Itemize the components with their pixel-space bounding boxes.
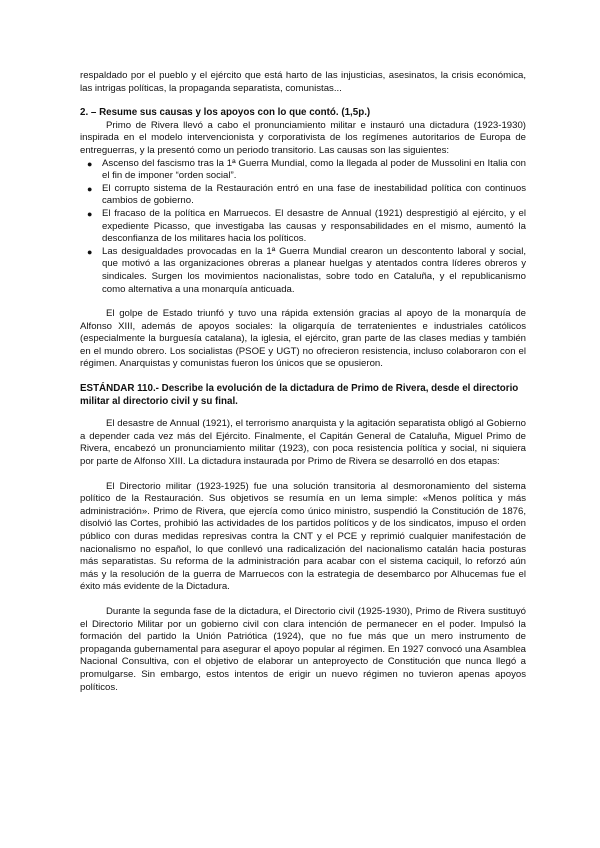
list-item xyxy=(87,207,526,246)
standard-110-paragraph-3: Durante la segunda fase de la dictadura, el Directorio civil (1925-1930), Primo de Rivera sustituyó el Directorio Militar por un gobierno civil con clara intención de permanecer en el poder. Impulsó la formación del partido la Unión Patriótica (1924), que no fue más que un mero instrumento de propaganda gubernamental para asegurar el apoyo popular al régimen. En 1927 convocó una Asamblea Nacional Consultiva, con el objetivo de elaborar un anteproyecto de Constitución que nunca llegó a promulgarse. Sin embargo, estos intentos de erigir un nuevo régimen no tuvieron apenas apoyos políticos. xyxy=(80,605,526,693)
section-2-heading: 2. – Resume sus causas y los apoyos con lo que contó. (1,5p.) xyxy=(80,107,371,119)
list-item xyxy=(87,182,526,208)
causes-list xyxy=(80,158,526,297)
bullet-icon: ● xyxy=(87,208,93,219)
standard-110-paragraph-2: El Directorio militar (1923-1925) fue una solución transitoria al desmoronamiento del sistema político de la Restauración. Sus objetivos se resumía en un lema simple: «Menos política y más administración». Primo de Rivera, que ejercía como único ministro, suspendió la Constitución de 1876, disolvió las Cortes, prohibió las actividades de los partidos políticos y de los sindicatos, impuso el orden público con duras medidas represivas contra la CNT y el PCE y reprimió cualquier manifestación de nacionalismo no español, lo que conllevó una radicalización del nacionalismo catalán hacia posturas más separatistas. Su reforma de la administración para acabar con el sistema caciquil, lo reforzó aún más y la resolución de la guerra de Marruecos con la estrategia de desembarco por Alhucemas fue el éxito más evidente de la Dictadura. xyxy=(80,480,526,593)
cause-text: Las desigualdades provocadas en la 1ª Guerra Mundial crearon un descontento laboral y social, que motivó a las organizaciones obreras a planear huelgas y atentados contra líderes obreros y sindicales. Surgen los movimientos nacionalistas, sobre todo en Cataluña, y el republicanismo como alternativa a una monarquía anticuada. xyxy=(102,245,526,295)
standard-110-heading: ESTÁNDAR 110.- Describe la evolución de la dictadura de Primo de Rivera, desde el directorio militar al directorio civil y su final. xyxy=(80,383,519,407)
cause-text: Ascenso del fascismo tras la 1ª Guerra Mundial, como la llegada al poder de Mussolini en Italia con el fin de imponer “orden social”. xyxy=(102,157,526,182)
list-item xyxy=(87,245,526,296)
cause-text: El corrupto sistema de la Restauración entró en una fase de inestabilidad política con continuos cambios de gobierno. xyxy=(102,182,526,207)
bullet-icon: ● xyxy=(87,183,93,194)
document-body xyxy=(80,70,526,694)
bullet-icon: ● xyxy=(87,158,93,169)
section-2-paragraph-2: El golpe de Estado triunfó y tuvo una rápida extensión gracias al apoyo de la monarquía de Alfonso XIII, además de apoyos sociales: la oligarquía de terratenientes e industriales católicos (especialmente la burguesía catalana), la iglesia, el ejército, gran parte de las clases medias y también en el mundo obrero. Los socialistas (PSOE y UGT) no ofrecieron resistencia, incluso colaboraron con el régimen. Anarquistas y comunistas fueron los únicos que se opusieron. xyxy=(80,308,526,370)
standard-110-paragraph-1: El desastre de Annual (1921), el terrorismo anarquista y la agitación separatista obligó al Gobierno a depender cada vez más del Ejército. Finalmente, el Capitán General de Cataluña, Miguel Primo de Rivera, encabezó un pronunciamiento militar (1923), con poca resistencia política y social, ni siquiera por parte de Alfonso XIII. La dictadura instaurada por Primo de Rivera se desarrolló en dos etapas: xyxy=(80,418,526,468)
section-2-paragraph-1: Primo de Rivera llevó a cabo el pronunciamiento militar e instauró una dictadura (1923-1930) inspirada en el modelo intervencionista y corporativista de los regímenes autoritarios de Europa de entreguerras, y la presentó como un periodo transitorio. Las causas son las siguientes: xyxy=(80,119,526,156)
intro-paragraph: respaldado por el pueblo y el ejército que está harto de las injusticias, asesinatos, la crisis económica, las intrigas políticas, la propaganda separatista, comunistas... xyxy=(80,70,526,94)
list-item xyxy=(87,157,526,183)
bullet-icon: ● xyxy=(87,246,93,257)
cause-text: El fracaso de la política en Marruecos. El desastre de Annual (1921) desprestigió al ejército, y el expediente Picasso, que investigaba las causas y responsabilidades en el mismo, aumentó la desconfianza de los militares hacia los políticos. xyxy=(102,207,526,245)
